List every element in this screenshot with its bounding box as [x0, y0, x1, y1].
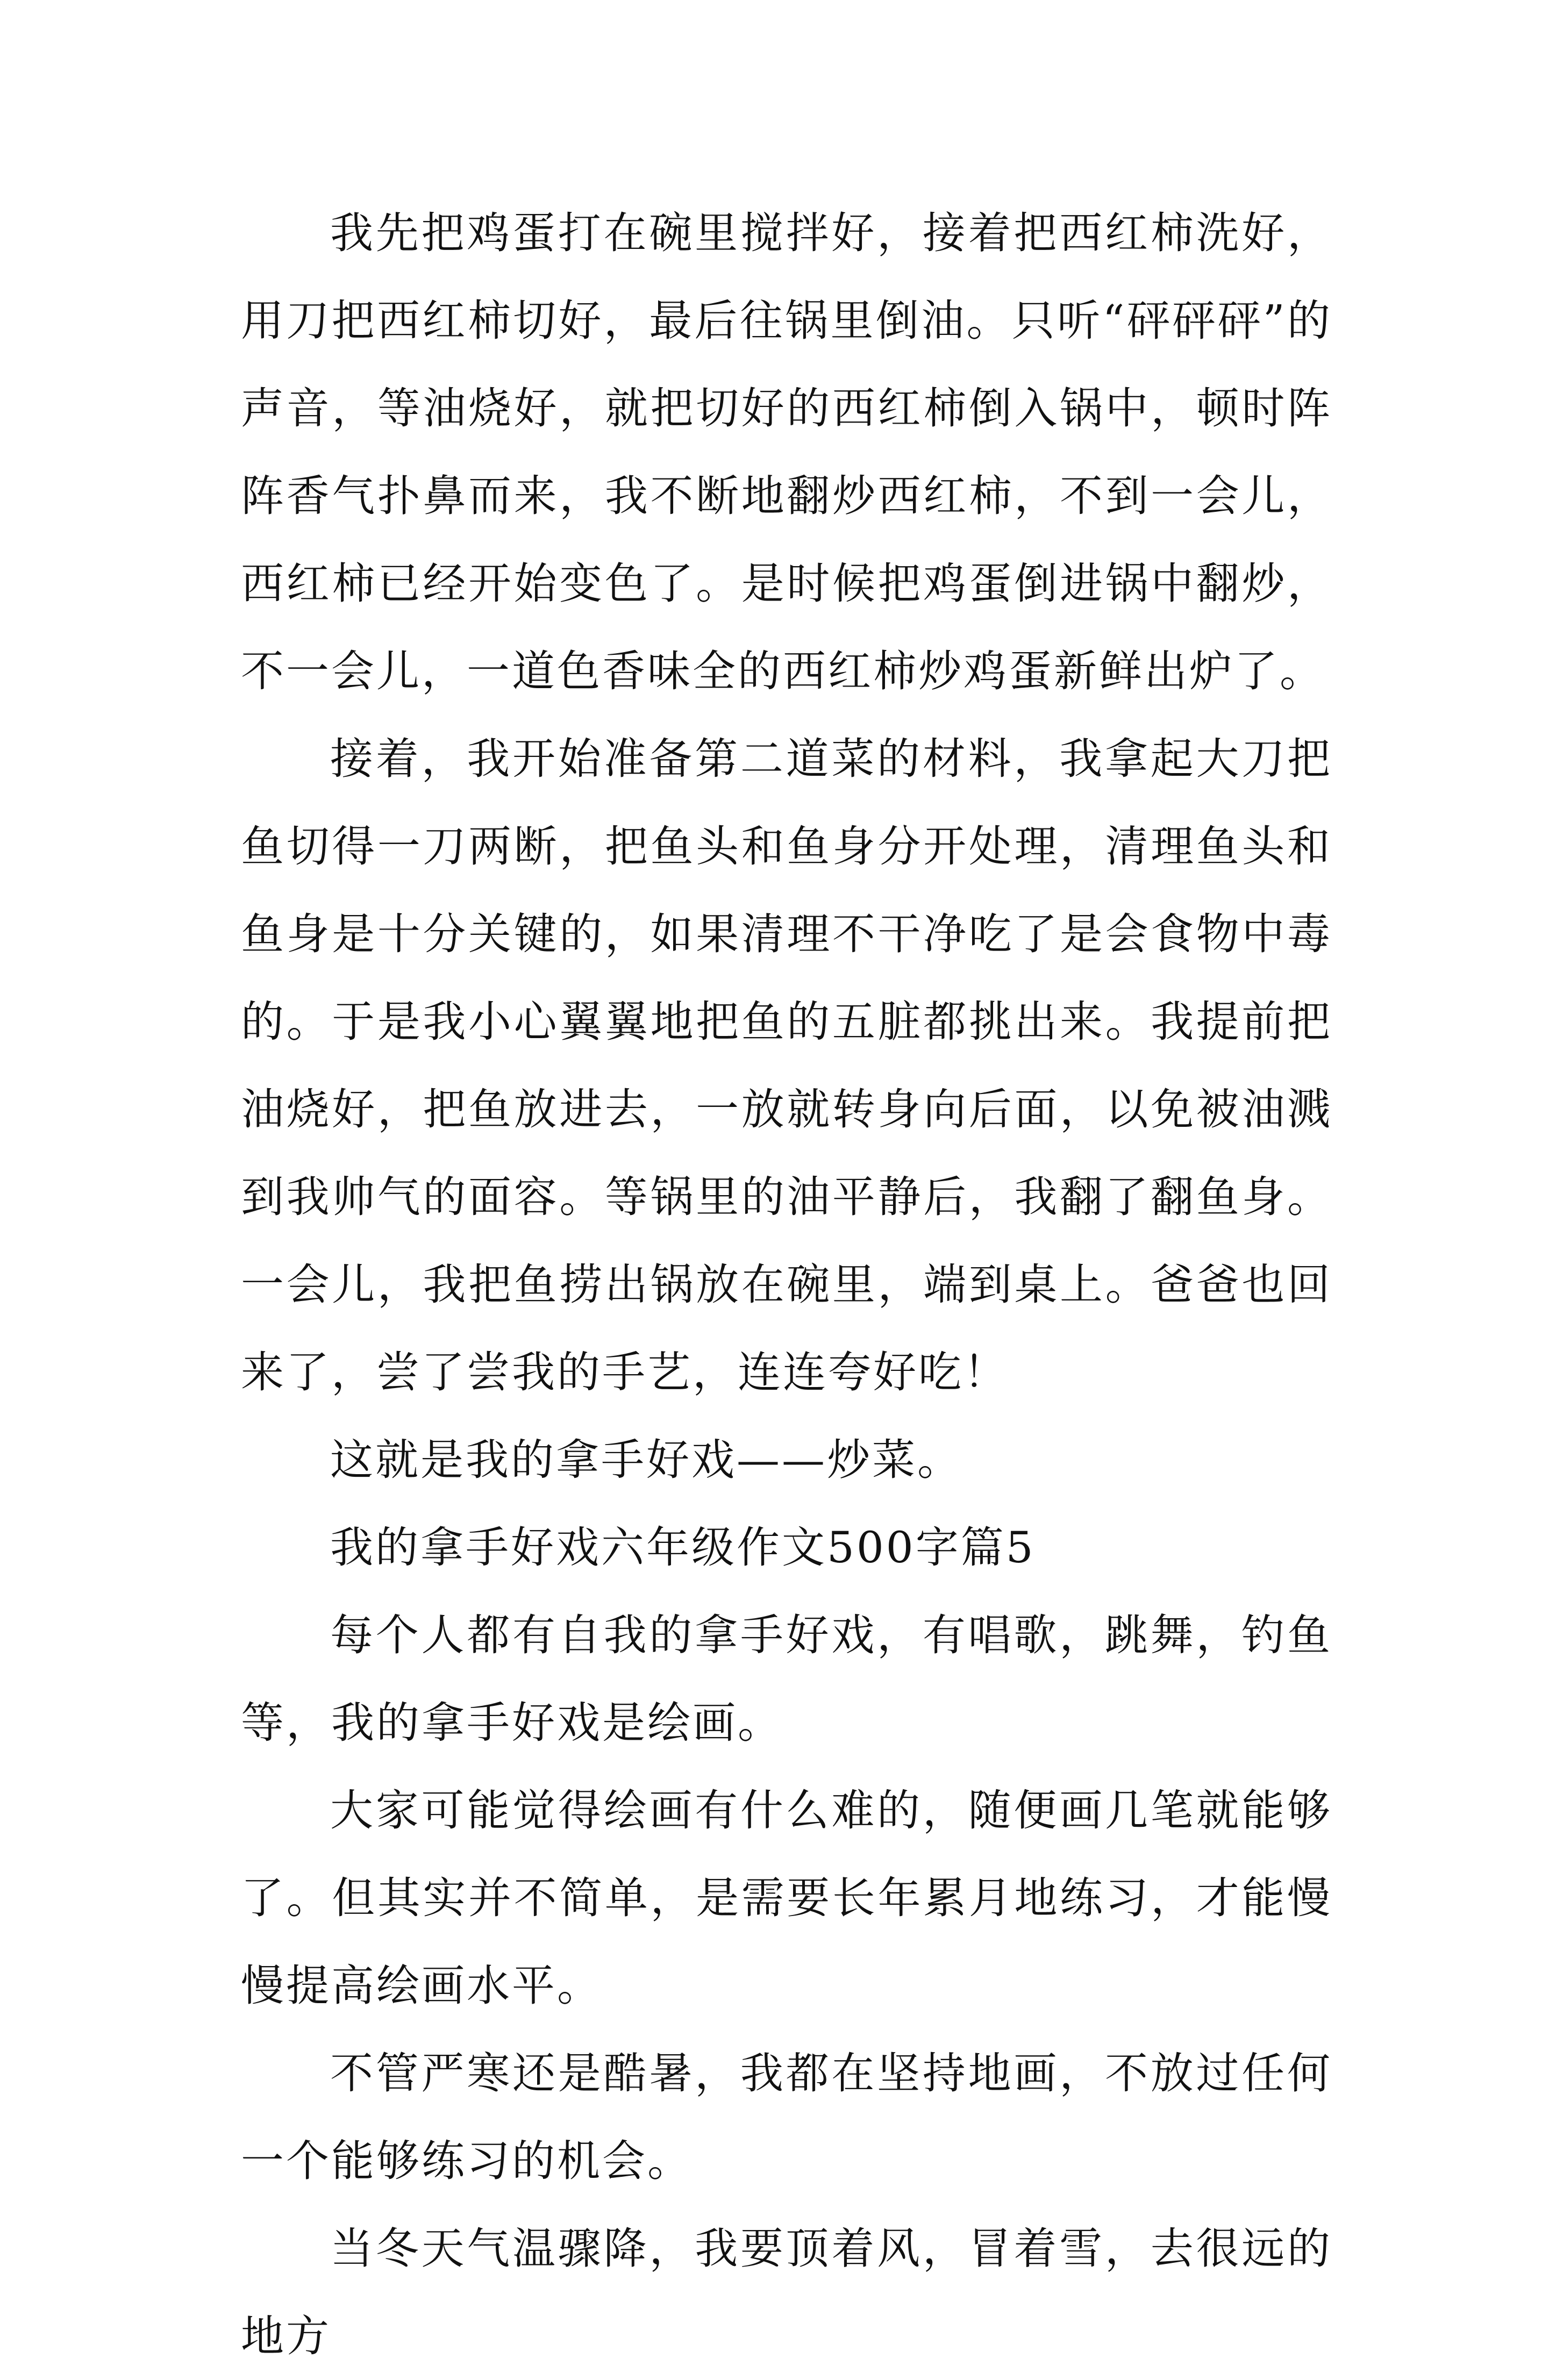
paragraph-persistence: 不管严寒还是酷暑，我都在坚持地画，不放过任何一个能够练习的机会。	[241, 2048, 1332, 2186]
paragraph-fish: 接着，我开始准备第二道菜的材料，我拿起大刀把鱼切得一刀两断，把鱼头和鱼身分开处理，清理鱼头和鱼身是十分关键的，如果清理不干净吃了是会食物中毒的。于是我小心翼翼地把鱼的五脏都挑出来。我提前把油烧好，把鱼放进去，一放就转身向后面，以免被油溅到我帅气的面容。等锅里的油平静后，我翻了翻鱼身。一会儿，我把鱼捞出锅放在碗里，端到桌上。爸爸也回来了，尝了尝我的手艺，连连夸好吃！	[241, 734, 1332, 1397]
paragraph-intro-drawing: 每个人都有自我的拿手好戏，有唱歌，跳舞，钓鱼等，我的拿手好戏是绘画。	[241, 1610, 1332, 1748]
section-heading: 我的拿手好戏六年级作文500字篇5	[330, 1523, 1036, 1573]
paragraph-conclusion: 这就是我的拿手好戏——炒菜。	[330, 1435, 962, 1485]
paragraph-winter: 当冬天气温骤降，我要顶着风，冒着雪，去很远的地方	[241, 2224, 1332, 2361]
paragraph-drawing-difficulty: 大家可能觉得绘画有什么难的，随便画几笔就能够了。但其实并不简单，是需要长年累月地练习，才能慢慢提高绘画水平。	[241, 1785, 1332, 2011]
document-page	[241, 189, 1332, 2380]
paragraph-tomato-egg: 我先把鸡蛋打在碗里搅拌好，接着把西红柿洗好，用刀把西红柿切好，最后往锅里倒油。只听“砰砰砰”的声音，等油烧好，就把切好的西红柿倒入锅中，顿时阵阵香气扑鼻而来，我不断地翻炒西红柿，不到一会儿，西红柿已经开始变色了。是时候把鸡蛋倒进锅中翻炒，不一会儿，一道色香味全的西红柿炒鸡蛋新鲜出炉了。	[241, 208, 1332, 696]
